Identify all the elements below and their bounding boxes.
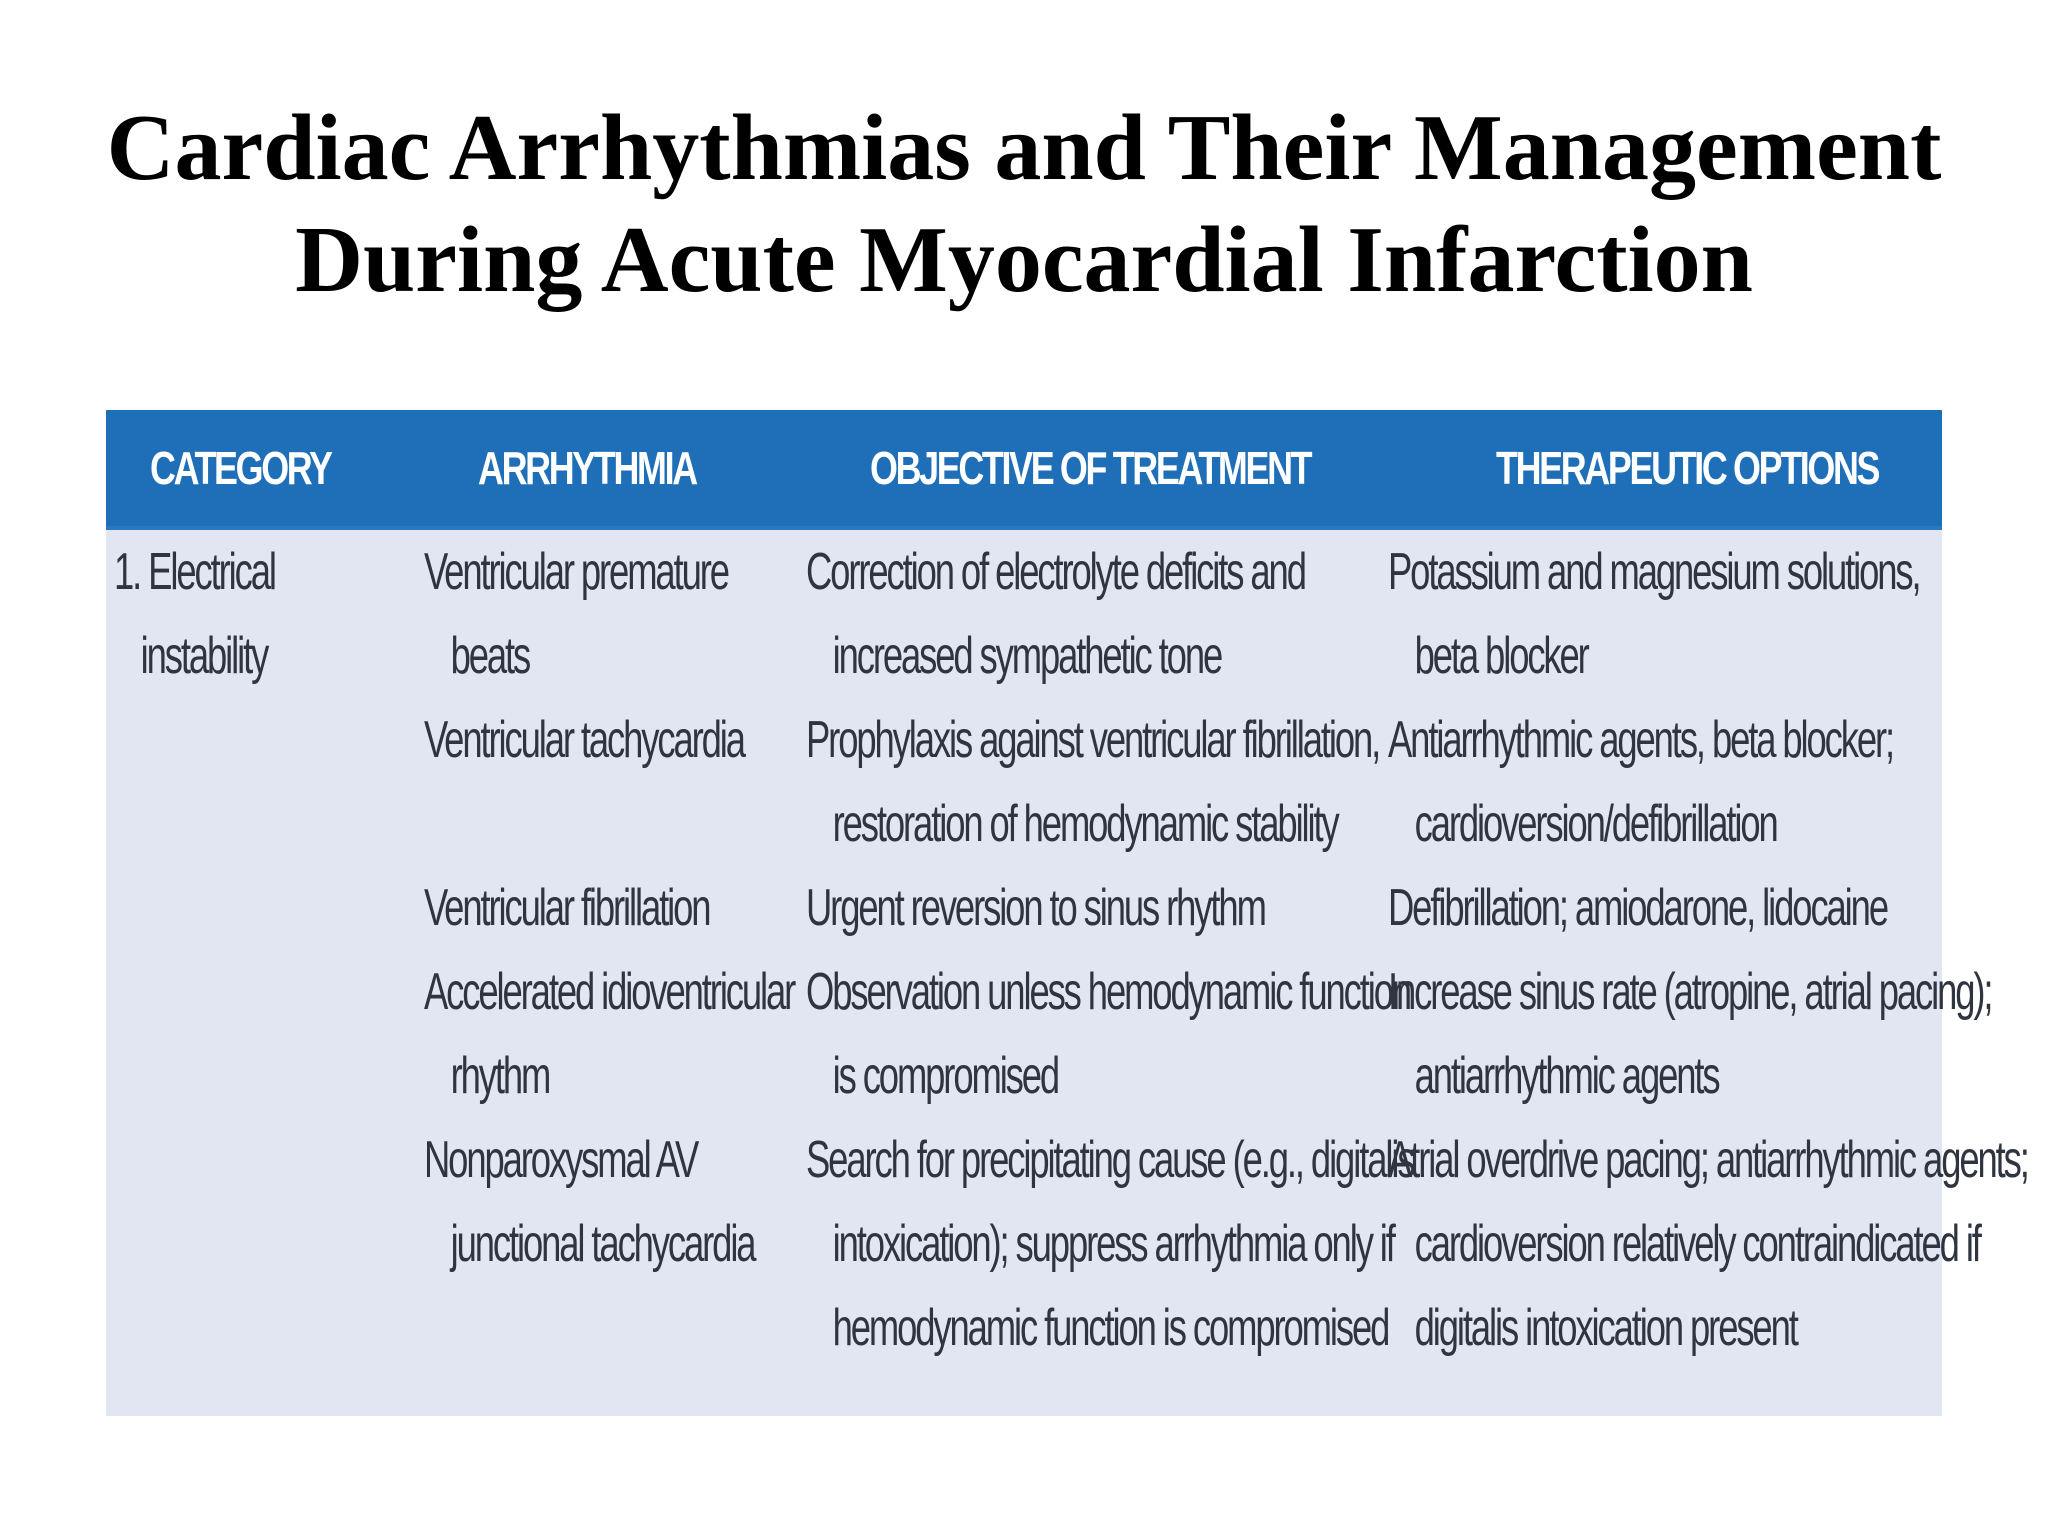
category-line-1	[114, 530, 275, 614]
arrhythmia-line: beats	[450, 627, 530, 685]
arrhythmia-line: junctional tachycardia	[450, 1215, 755, 1273]
options-cell	[1388, 950, 1991, 1118]
arrhythmia-cell	[424, 1118, 754, 1286]
table-header-row	[106, 410, 1942, 530]
objective-line: Search for precipitating cause (e.g., digitalis	[806, 1131, 1414, 1189]
options-line: cardioversion relatively contraindicated if	[1414, 1215, 1980, 1273]
objective-line: Correction of electrolyte deficits and	[806, 543, 1305, 601]
arrhythmia-line: rhythm	[450, 1047, 550, 1105]
objective-line: increased sympathetic tone	[832, 627, 1222, 685]
header-category: CATEGORY	[150, 442, 331, 494]
objective-cell	[806, 1118, 1413, 1370]
objective-line: Observation unless hemodynamic function	[806, 963, 1411, 1021]
arrhythmia-cell	[424, 950, 794, 1118]
options-line: Antiarrhythmic agents, beta blocker;	[1388, 711, 1894, 769]
options-cell	[1388, 530, 1920, 698]
objective-cell	[806, 698, 1379, 866]
arrhythmia-line: Nonparoxysmal AV	[424, 1131, 698, 1189]
objective-line: hemodynamic function is compromised	[832, 1299, 1389, 1357]
category-number: 1.	[114, 543, 141, 601]
arrhythmia-cell	[424, 698, 744, 782]
arrhythmia-line: Ventricular tachycardia	[424, 711, 744, 769]
objective-line: is compromised	[832, 1047, 1059, 1105]
arrhythmia-table	[106, 410, 2028, 1416]
objective-cell	[806, 530, 1305, 698]
options-line: digitalis intoxication present	[1414, 1299, 1797, 1357]
objective-line: Urgent reversion to sinus rhythm	[806, 879, 1265, 937]
title-line-1: Cardiac Arrhythmias and Their Management	[106, 96, 1942, 200]
slide-title	[0, 92, 2048, 316]
objective-cell	[806, 950, 1410, 1118]
arrhythmia-line: Ventricular fibrillation	[424, 879, 710, 937]
objective-line: Prophylaxis against ventricular fibrillation,	[806, 711, 1380, 769]
arrhythmia-cell	[424, 866, 709, 950]
title-line-2: During Acute Myocardial Infarction	[295, 208, 1753, 312]
category-cell	[114, 530, 275, 698]
options-line: Atrial overdrive pacing; antiarrhythmic agents;	[1388, 1131, 2028, 1189]
options-line: cardioversion/defibrillation	[1414, 795, 1777, 853]
options-cell	[1388, 866, 1887, 950]
options-line: Defibrillation; amiodarone, lidocaine	[1388, 879, 1887, 937]
arrhythmia-line: Ventricular premature	[424, 543, 728, 601]
objective-line: restoration of hemodynamic stability	[832, 795, 1338, 853]
options-line: beta blocker	[1414, 627, 1588, 685]
category-line-2: instability	[140, 627, 268, 685]
header-arrhythmia: ARRHYTHMIA	[478, 442, 696, 494]
options-cell	[1388, 1118, 2028, 1370]
options-line: Potassium and magnesium solutions,	[1388, 543, 1920, 601]
header-options: THERAPEUTIC OPTIONS	[1496, 442, 1879, 494]
objective-cell	[806, 866, 1265, 950]
header-objective: OBJECTIVE OF TREATMENT	[870, 442, 1311, 494]
objective-line: intoxication); suppress arrhythmia only if	[832, 1215, 1394, 1273]
arrhythmia-cell	[424, 530, 728, 698]
arrhythmia-line: Accelerated idioventricular	[424, 963, 795, 1021]
category-label-1: Electrical	[148, 543, 275, 601]
options-line: antiarrhythmic agents	[1414, 1047, 1719, 1105]
options-cell	[1388, 698, 1893, 866]
options-line: Increase sinus rate (atropine, atrial pacing);	[1388, 963, 1992, 1021]
